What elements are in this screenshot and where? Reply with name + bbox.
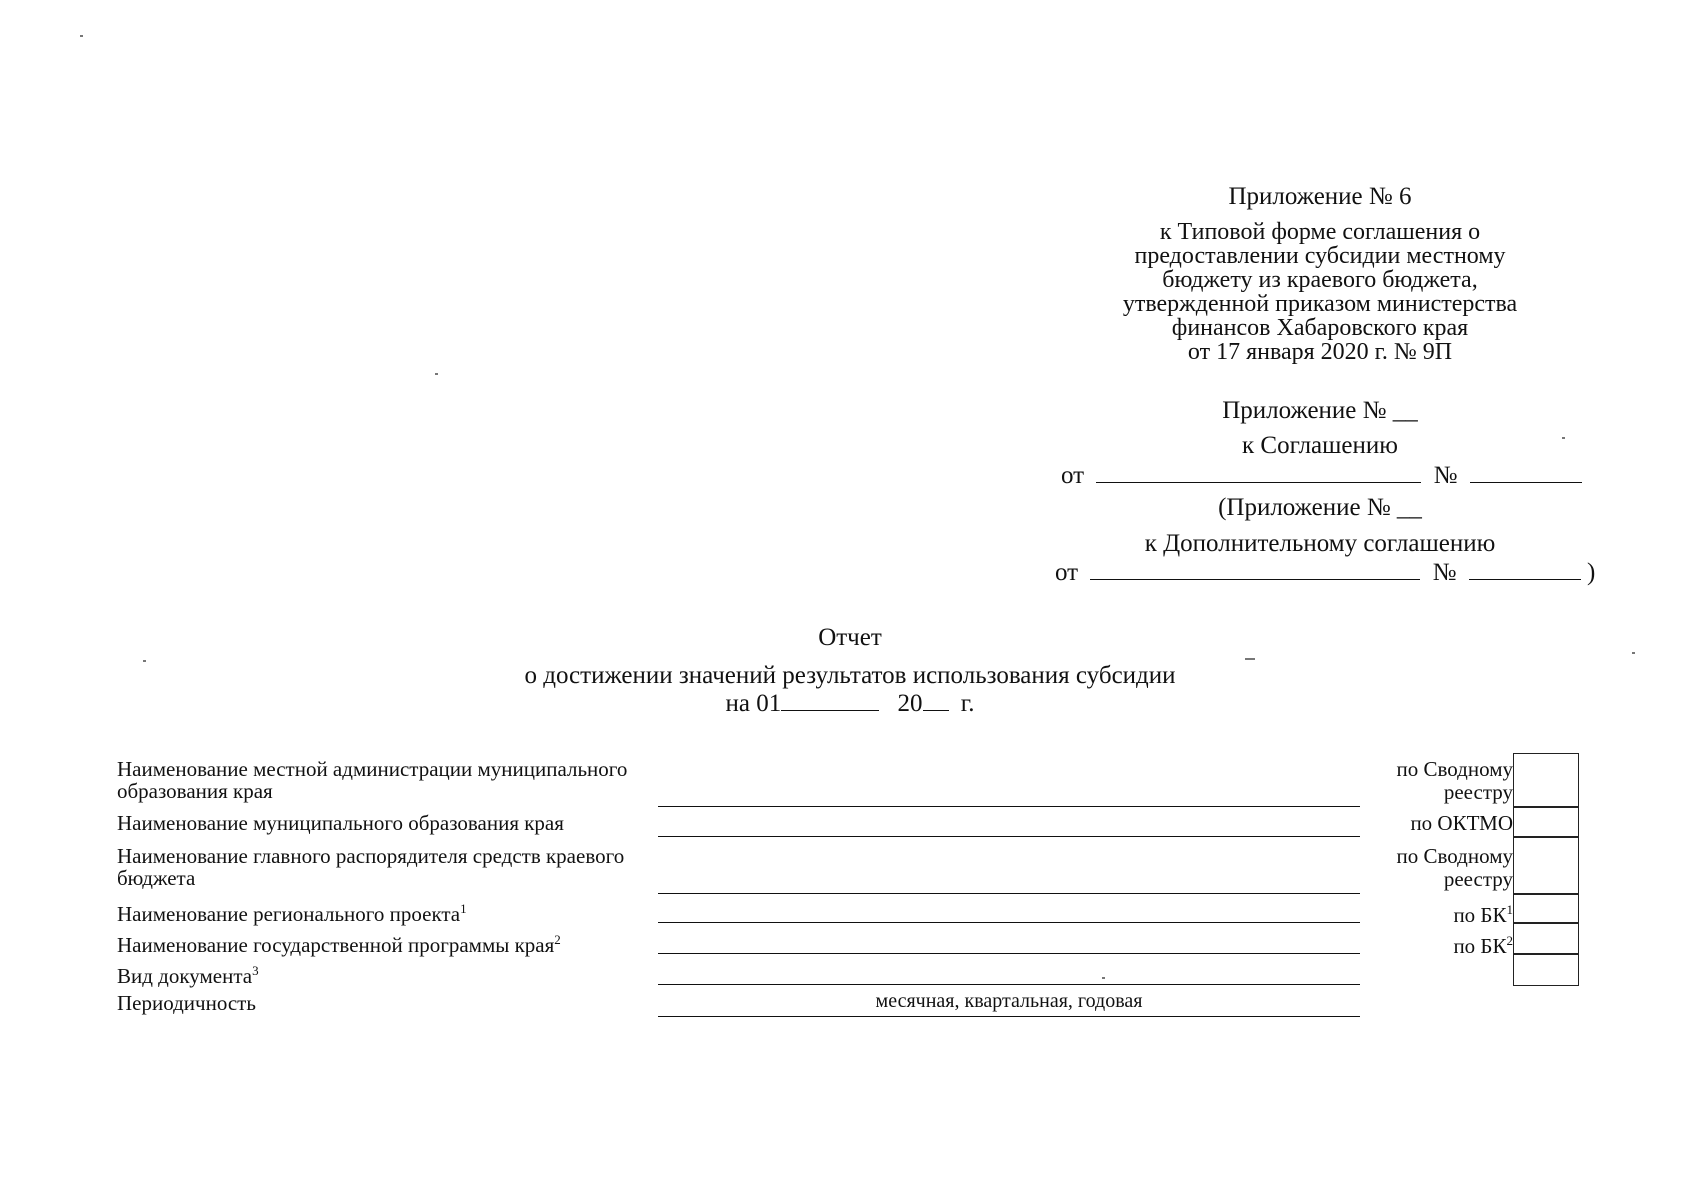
label-text: по БК xyxy=(1453,934,1507,958)
agreement-appendix-number: Приложение № __ xyxy=(1222,397,1418,424)
periodicity-value: месячная, квартальная, годовая xyxy=(875,990,1143,1012)
field-label-local-administration: Наименование местной администрации муниципального образования края xyxy=(117,757,628,803)
appendix-description xyxy=(1060,220,1580,364)
date-year-blank[interactable] xyxy=(923,690,949,711)
field-code-label-registry-2: по Сводному реестру xyxy=(1396,844,1513,891)
appendix-line: от 17 января 2020 г. № 9П xyxy=(1187,339,1453,365)
field-label-main-manager: Наименование главного распорядителя средств краевого бюджета xyxy=(117,844,625,890)
scan-speck xyxy=(143,660,146,662)
code-box-oktmo[interactable] xyxy=(1513,806,1579,838)
date-year-prefix: 20 xyxy=(897,690,923,717)
additional-agreement-label: к Дополнительному соглашению xyxy=(1144,530,1496,557)
label-text: Вид документа xyxy=(117,964,253,988)
field-code-label-registry: по Сводному реестру xyxy=(1396,757,1513,804)
scan-speck xyxy=(435,373,438,375)
footnote-mark: 1 xyxy=(460,901,467,916)
field-line-regional-project[interactable] xyxy=(658,922,1360,923)
report-date-row xyxy=(300,690,1400,718)
additional-appendix-number: (Приложение № __ xyxy=(1218,494,1422,521)
report-title: Отчет xyxy=(818,624,882,651)
field-line-municipality[interactable] xyxy=(658,836,1360,837)
date-month-blank[interactable] xyxy=(781,690,879,711)
field-label-periodicity: Периодичность xyxy=(117,991,256,1015)
code-box-bk-2[interactable] xyxy=(1513,922,1579,955)
scan-speck xyxy=(1562,437,1565,439)
appendix-title: Приложение № 6 xyxy=(1228,183,1412,210)
appendix-line: бюджету из краевого бюджета, xyxy=(1162,267,1478,293)
appendix-line: финансов Хабаровского края xyxy=(1171,315,1469,341)
agreement-label: к Соглашению xyxy=(1242,432,1398,459)
footnote-mark: 2 xyxy=(1506,933,1513,948)
number-label: № xyxy=(1433,462,1458,489)
field-line-state-program[interactable] xyxy=(658,953,1360,954)
scan-speck xyxy=(1245,658,1255,660)
agreement-date-row xyxy=(1061,462,1582,490)
code-box-bk-1[interactable] xyxy=(1513,893,1579,924)
number-label: № xyxy=(1432,559,1457,586)
code-box-registry-2[interactable] xyxy=(1513,836,1579,895)
field-line-main-manager[interactable] xyxy=(658,893,1360,894)
from-label: от xyxy=(1061,462,1085,489)
appendix-line: к Типовой форме соглашения о xyxy=(1159,219,1481,245)
additional-number-blank[interactable] xyxy=(1469,559,1581,580)
field-line-document-type[interactable] xyxy=(658,984,1360,985)
field-line-local-administration[interactable] xyxy=(658,806,1360,807)
date-suffix: г. xyxy=(960,690,975,717)
agreement-date-blank[interactable] xyxy=(1096,462,1421,483)
field-label-municipality: Наименование муниципального образования края xyxy=(117,811,564,835)
additional-date-row xyxy=(1055,559,1595,587)
field-label-regional-project xyxy=(117,898,467,925)
field-code-label-oktmo: по ОКТМО xyxy=(1410,811,1513,835)
label-text: Наименование государственной программы края xyxy=(117,933,555,957)
code-box-registry[interactable] xyxy=(1513,753,1579,808)
field-label-state-program xyxy=(117,929,561,956)
agreement-number-blank[interactable] xyxy=(1470,462,1582,483)
footnote-mark: 1 xyxy=(1506,902,1513,917)
field-code-label-bk-1 xyxy=(1453,898,1513,927)
appendix-line: предоставлении субсидии местному xyxy=(1134,243,1506,269)
code-box-document-type[interactable] xyxy=(1513,953,1579,986)
from-label: от xyxy=(1055,559,1079,586)
scan-speck xyxy=(80,35,83,37)
field-label-document-type xyxy=(117,960,259,987)
report-subtitle: о достижении значений результатов использования субсидии xyxy=(524,662,1176,689)
scan-speck xyxy=(1632,652,1635,654)
additional-date-blank[interactable] xyxy=(1090,559,1420,580)
field-line-periodicity[interactable] xyxy=(658,1016,1360,1017)
label-text: по БК xyxy=(1453,903,1507,927)
date-prefix: на 01 xyxy=(725,690,782,717)
close-paren: ) xyxy=(1586,559,1596,586)
footnote-mark: 3 xyxy=(252,963,259,978)
label-text: Наименование регионального проекта xyxy=(117,902,461,926)
footnote-mark: 2 xyxy=(554,932,561,947)
scan-speck xyxy=(1102,977,1105,979)
field-code-label-bk-2 xyxy=(1453,929,1513,958)
appendix-line: утвержденной приказом министерства xyxy=(1122,291,1518,317)
